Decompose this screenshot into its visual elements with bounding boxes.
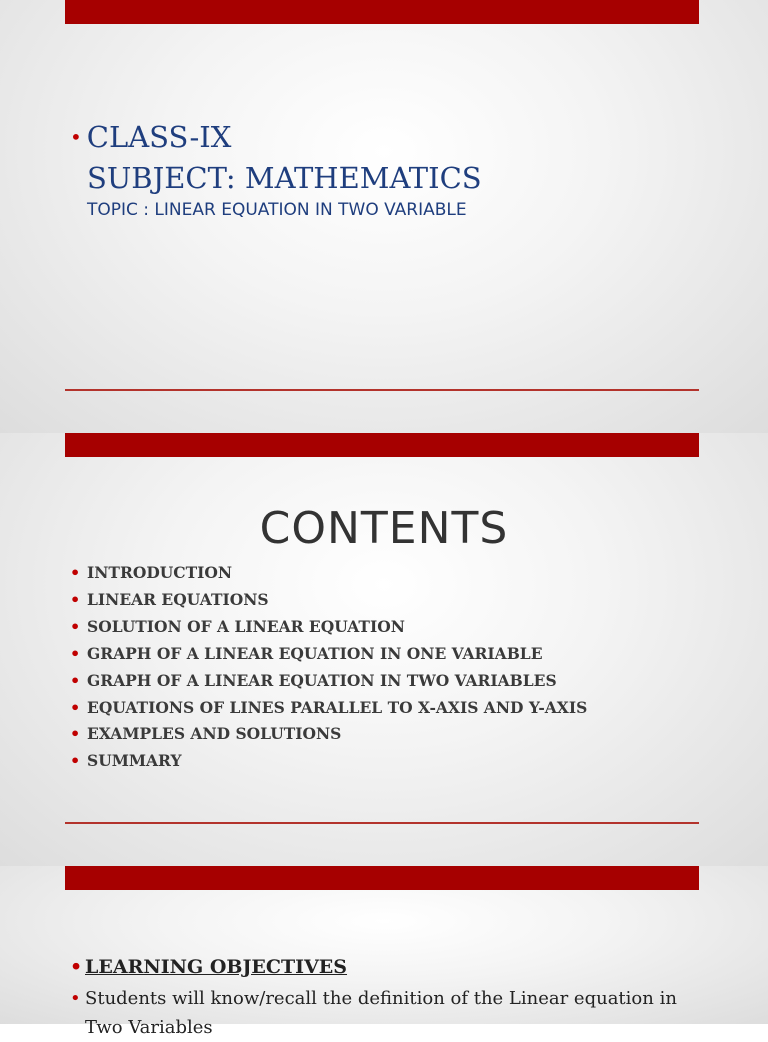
bullet-icon: •: [70, 125, 82, 149]
list-item: • GRAPH OF A LINEAR EQUATION IN TWO VARIABLES: [70, 668, 587, 695]
subject-label: SUBJECT: MATHEMATICS: [87, 161, 482, 195]
class-label: CLASS-IX: [86, 120, 232, 154]
list-item: • GRAPH OF A LINEAR EQUATION IN ONE VARIABLE: [70, 641, 587, 668]
objectives-block: [70, 954, 690, 1042]
list-item: • SOLUTION OF A LINEAR EQUATION: [70, 614, 587, 641]
slide-top-bar: [65, 433, 699, 457]
topic-label: TOPIC : LINEAR EQUATION IN TWO VARIABLE: [87, 200, 467, 220]
bullet-icon: •: [70, 670, 81, 690]
bullet-icon: •: [70, 988, 81, 1009]
bullet-icon: •: [70, 589, 81, 609]
bullet-icon: •: [70, 643, 81, 663]
bullet-icon: •: [70, 724, 81, 744]
bullet-icon: •: [70, 616, 81, 636]
list-item: • LINEAR EQUATIONS: [70, 587, 587, 614]
title-block: [70, 118, 482, 221]
slide-objectives: [0, 866, 768, 1038]
slide-top-bar: [65, 866, 699, 890]
bullet-icon: •: [70, 751, 81, 771]
contents-list: [70, 560, 587, 775]
bullet-icon: •: [70, 563, 81, 582]
objectives-title: LEARNING OBJECTIVES: [85, 956, 348, 978]
slide-contents: [0, 433, 768, 866]
objective-item: • Students will know/recall the definition of the Linear equation in Two Variables: [70, 984, 690, 1042]
list-item: • EQUATIONS OF LINES PARALLEL TO X-AXIS AND Y-AXIS: [70, 695, 587, 722]
slide-bottom-rule: [65, 822, 699, 824]
bullet-icon: •: [70, 697, 81, 717]
bullet-icon: •: [70, 956, 83, 978]
list-item: • SUMMARY: [70, 748, 587, 775]
contents-heading: CONTENTS: [259, 503, 509, 554]
list-item: • EXAMPLES AND SOLUTIONS: [70, 721, 587, 748]
slide-title: [0, 0, 768, 433]
slide-top-bar: [65, 0, 699, 24]
list-item: • INTRODUCTION: [70, 560, 587, 587]
slide-bottom-rule: [65, 389, 699, 391]
